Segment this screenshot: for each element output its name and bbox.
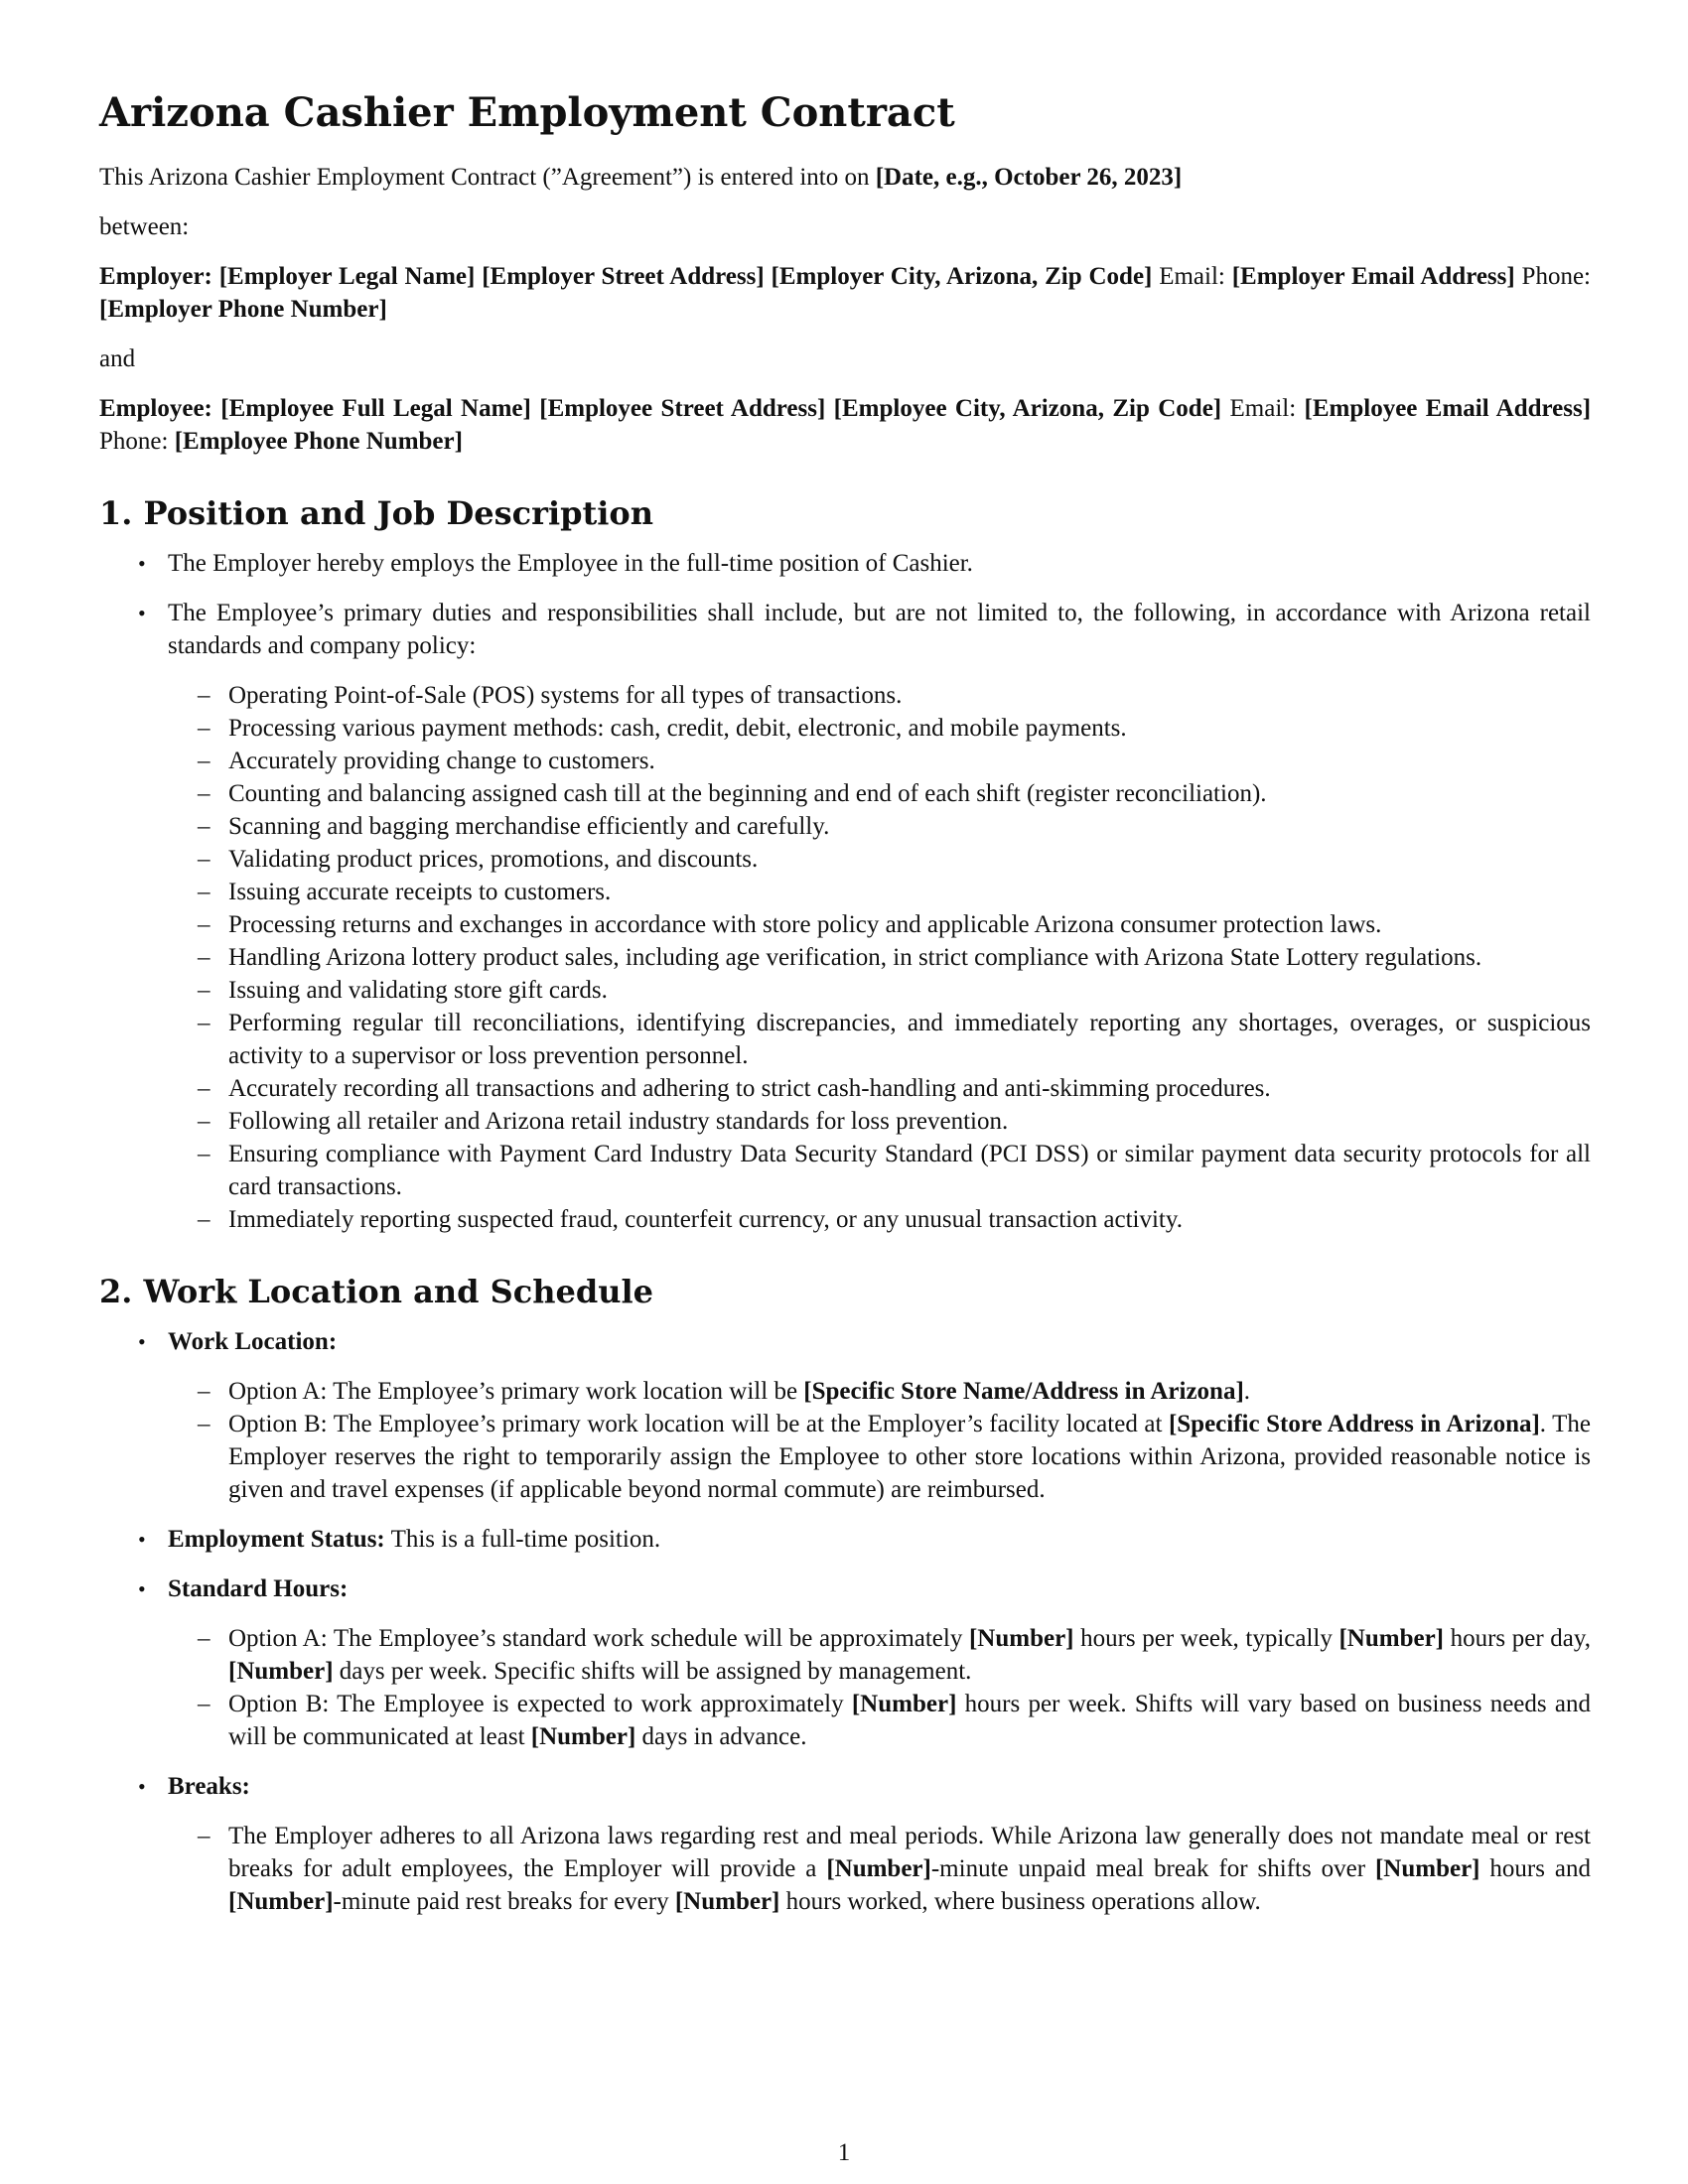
duty-item	[168, 1072, 1591, 1105]
duty-item	[168, 876, 1591, 908]
option-text: .	[1243, 1378, 1251, 1405]
employee-email-label: Email:	[1221, 395, 1305, 422]
duty-item	[168, 679, 1591, 712]
section-1-heading: 1. Position and Job Description	[99, 494, 654, 532]
employer-legal-name: [Employer Legal Name]	[218, 263, 476, 290]
list-item	[99, 1325, 1591, 1506]
number-placeholder: [Number]	[1338, 1625, 1444, 1652]
dash-icon: –	[198, 879, 211, 905]
duties-intro: The Employee’s primary duties and responsibilities shall include, but are not limited to, the following, in accordance with Arizona retail standards and company policy:	[168, 600, 1591, 659]
option-text: hours and	[1479, 1855, 1591, 1882]
duty-item	[168, 810, 1591, 843]
bullet-icon: •	[138, 1329, 146, 1354]
option-text: Option B: The Employee’s primary work location will be at the Employer’s facility located at	[228, 1411, 1169, 1437]
duty-item	[168, 941, 1591, 974]
option-text: Option A: The Employee’s standard work schedule will be approximately	[228, 1625, 969, 1652]
number-placeholder: [Number]	[228, 1658, 334, 1685]
bullet-icon: •	[138, 551, 146, 576]
option-text: hours worked, where business operations allow.	[779, 1888, 1261, 1915]
option-text: days per week. Specific shifts will be assigned by management.	[333, 1658, 972, 1685]
list-item	[99, 1523, 1591, 1556]
option-item	[168, 1622, 1591, 1688]
intro-text: This Arizona Cashier Employment Contract (”Agreement”) is entered into on	[99, 164, 876, 191]
store-placeholder: [Specific Store Address in Arizona]	[1168, 1411, 1540, 1437]
duty-text: Scanning and bagging merchandise efficiently and carefully.	[228, 813, 830, 840]
duty-text: Validating product prices, promotions, and discounts.	[228, 846, 759, 873]
bullet-icon: •	[138, 1576, 146, 1601]
duty-item	[168, 1138, 1591, 1203]
option-text: -minute unpaid meal break for shifts over	[930, 1855, 1375, 1882]
dash-icon: –	[198, 780, 211, 807]
employee-street: [Employee Street Address]	[539, 395, 826, 422]
dash-icon: –	[198, 1691, 211, 1717]
list-item	[99, 1770, 1591, 1918]
breaks-options	[168, 1820, 1591, 1918]
duty-text: Following all retailer and Arizona retail industry standards for loss prevention.	[228, 1108, 1009, 1135]
option-item	[168, 1820, 1591, 1918]
breaks-label: Breaks:	[168, 1773, 250, 1800]
bullet-icon: •	[138, 1527, 146, 1552]
employer-street: [Employer Street Address]	[482, 263, 765, 290]
option-item	[168, 1375, 1591, 1408]
between-label: between:	[99, 213, 190, 240]
employment-status-text: This is a full-time position.	[384, 1526, 661, 1553]
duty-item	[168, 777, 1591, 810]
duty-item	[168, 1007, 1591, 1072]
section-2-list	[99, 1325, 1591, 1918]
duty-text: Immediately reporting suspected fraud, counterfeit currency, or any unusual transaction activity.	[228, 1206, 1183, 1233]
duty-item	[168, 1105, 1591, 1138]
dash-icon: –	[198, 1108, 211, 1135]
option-item	[168, 1688, 1591, 1753]
duty-text: Ensuring compliance with Payment Card Industry Data Security Standard (PCI DSS) or similar payment data security protocols for all card transactions.	[228, 1141, 1591, 1200]
standard-hours-label: Standard Hours:	[168, 1575, 349, 1602]
duty-item	[168, 908, 1591, 941]
employee-email: [Employee Email Address]	[1304, 395, 1592, 422]
employer-city: [Employer City, Arizona, Zip Code]	[771, 263, 1153, 290]
option-text: days in advance.	[635, 1723, 807, 1750]
option-text: . The Employer reserves the right to temporarily assign the Employee to other store locations within Arizona, provided reasonable notice is given and travel expenses (if applicable beyond normal commute) are reimbursed.	[228, 1411, 1592, 1503]
option-text: hours per day,	[1444, 1625, 1592, 1652]
and-label: and	[99, 345, 136, 372]
intro-paragraph	[99, 161, 1591, 194]
date-placeholder: [Date, e.g., October 26, 2023]	[875, 164, 1183, 191]
employee-block	[99, 392, 1591, 458]
duty-text: Performing regular till reconciliations, identifying discrepancies, and immediately reporting any shortages, overages, or suspicious activity to a supervisor or loss prevention personnel.	[228, 1010, 1591, 1069]
duty-text: Operating Point-of-Sale (POS) systems for all types of transactions.	[228, 682, 903, 709]
number-placeholder: [Number]	[851, 1691, 957, 1717]
bullet-icon: •	[138, 1774, 146, 1799]
duty-text: Processing various payment methods: cash, credit, debit, electronic, and mobile payments.	[228, 715, 1127, 742]
employee-phone-label: Phone:	[99, 428, 175, 455]
duty-text: Issuing accurate receipts to customers.	[228, 879, 612, 905]
list-item	[99, 547, 1591, 580]
document-page	[99, 83, 1591, 1935]
dash-icon: –	[198, 1010, 211, 1036]
dash-icon: –	[198, 1075, 211, 1102]
employee-phone: [Employee Phone Number]	[174, 428, 463, 455]
option-text: hours per week, typically	[1073, 1625, 1339, 1652]
employment-status-label: Employment Status:	[168, 1526, 385, 1553]
number-placeholder: [Number]	[228, 1888, 334, 1915]
section-1-list	[99, 547, 1591, 1236]
dash-icon: –	[198, 1823, 211, 1849]
dash-icon: –	[198, 977, 211, 1004]
list-item	[99, 1572, 1591, 1753]
dash-icon: –	[198, 715, 211, 742]
employer-block	[99, 260, 1591, 326]
position-text: The Employer hereby employs the Employee in the full-time position of Cashier.	[168, 550, 973, 577]
dash-icon: –	[198, 682, 211, 709]
option-text: Option A: The Employee’s primary work location will be	[228, 1378, 804, 1405]
dash-icon: –	[198, 1625, 211, 1652]
employer-email-label: Email:	[1152, 263, 1232, 290]
store-placeholder: [Specific Store Name/Address in Arizona]	[803, 1378, 1244, 1405]
duty-text: Processing returns and exchanges in accordance with store policy and applicable Arizona consumer protection laws.	[228, 911, 1382, 938]
dash-icon: –	[198, 846, 211, 873]
option-item	[168, 1408, 1591, 1506]
page-number: 1	[837, 2139, 851, 2166]
duty-text: Handling Arizona lottery product sales, including age verification, in strict compliance with Arizona State Lottery regulations.	[228, 944, 1482, 971]
duty-item	[168, 843, 1591, 876]
duty-text: Accurately recording all transactions and adhering to strict cash-handling and anti-skimming procedures.	[228, 1075, 1271, 1102]
number-placeholder: [Number]	[674, 1888, 780, 1915]
document-title: Arizona Cashier Employment Contract	[99, 89, 955, 136]
number-placeholder: [Number]	[826, 1855, 931, 1882]
bullet-icon: •	[138, 601, 146, 625]
dash-icon: –	[198, 1206, 211, 1233]
dash-icon: –	[198, 944, 211, 971]
duty-item	[168, 1203, 1591, 1236]
duty-item	[168, 974, 1591, 1007]
duty-text: Accurately providing change to customers.	[228, 748, 655, 774]
number-placeholder: [Number]	[968, 1625, 1074, 1652]
option-text: hours per week. Shifts will vary based on business needs and will be communicated at least	[228, 1691, 1591, 1750]
standard-hours-options	[168, 1622, 1591, 1753]
section-2-heading: 2. Work Location and Schedule	[99, 1273, 654, 1310]
duty-item	[168, 712, 1591, 745]
employer-phone-label: Phone:	[1514, 263, 1592, 290]
dash-icon: –	[198, 748, 211, 774]
duty-text: Issuing and validating store gift cards.	[228, 977, 608, 1004]
employee-legal-name: [Employee Full Legal Name]	[220, 395, 531, 422]
dash-icon: –	[198, 1378, 211, 1405]
duty-item	[168, 745, 1591, 777]
employee-city: [Employee City, Arizona, Zip Code]	[833, 395, 1222, 422]
dash-icon: –	[198, 813, 211, 840]
employer-phone: [Employer Phone Number]	[99, 296, 387, 323]
work-location-label: Work Location:	[168, 1328, 338, 1355]
duties-list	[168, 679, 1591, 1236]
option-text: -minute paid rest breaks for every	[333, 1888, 675, 1915]
work-location-options	[168, 1375, 1591, 1506]
employer-label: Employer:	[99, 263, 212, 290]
dash-icon: –	[198, 1411, 211, 1437]
dash-icon: –	[198, 1141, 211, 1167]
employer-email: [Employer Email Address]	[1231, 263, 1515, 290]
dash-icon: –	[198, 911, 211, 938]
option-text: The Employer adheres to all Arizona laws regarding rest and meal periods. While Arizona law generally does not mandate meal or rest breaks for adult employees, the Employer will provide a	[228, 1823, 1591, 1882]
number-placeholder: [Number]	[1374, 1855, 1480, 1882]
list-item	[99, 597, 1591, 1236]
employee-label: Employee:	[99, 395, 212, 422]
number-placeholder: [Number]	[530, 1723, 636, 1750]
option-text: Option B: The Employee is expected to work approximately	[228, 1691, 852, 1717]
duty-text: Counting and balancing assigned cash till at the beginning and end of each shift (register reconciliation).	[228, 780, 1267, 807]
